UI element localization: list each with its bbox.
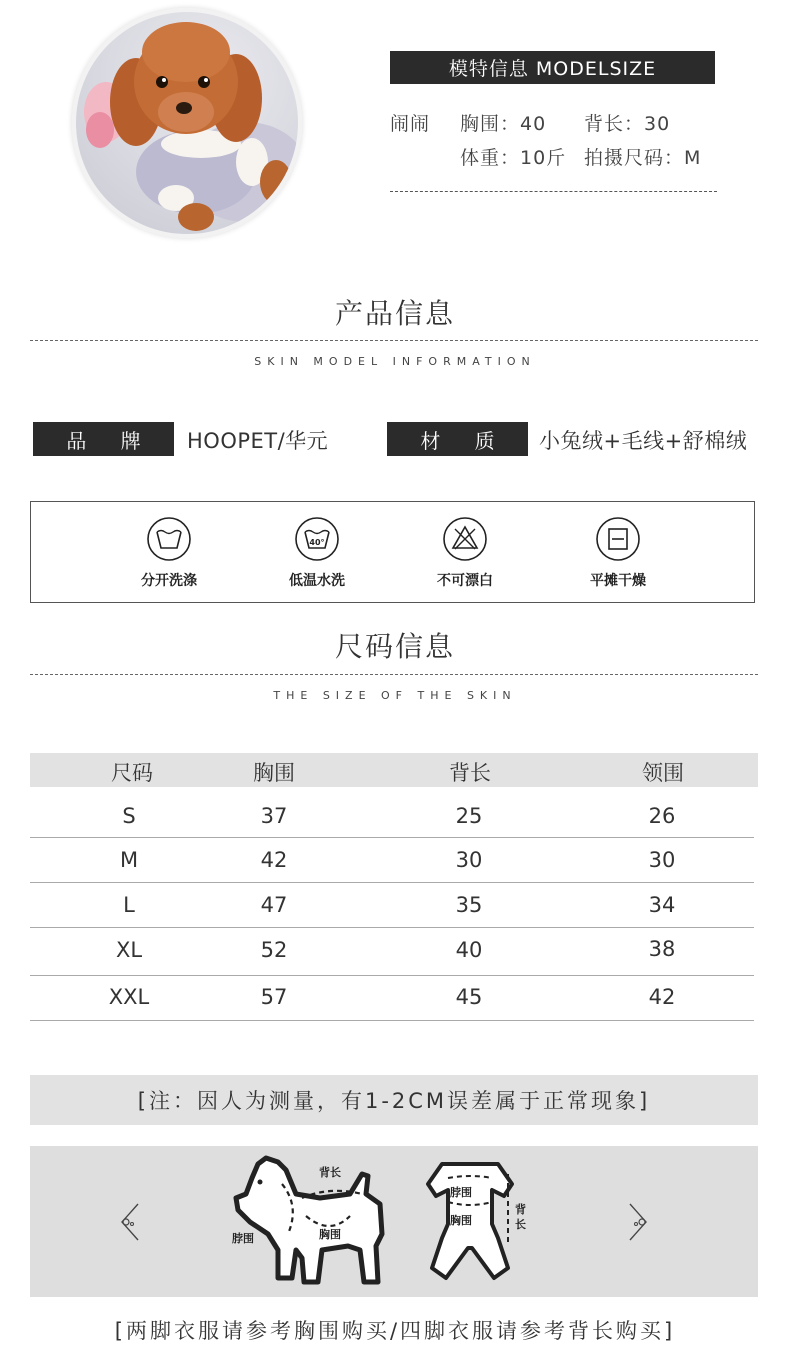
poodle-illustration [76, 12, 298, 234]
cloth-chest-label: 胸围 [450, 1214, 472, 1227]
no-bleach-icon [442, 516, 488, 562]
dog-back-label: 背长 [319, 1166, 341, 1179]
cloth-back-label: 背长 [515, 1203, 526, 1231]
header-back-length: 背长 [449, 761, 491, 785]
header-size: 尺码 [111, 761, 153, 785]
brand-value: HOOPET/华元 [187, 429, 329, 453]
wash-basin-icon [146, 516, 192, 562]
care-item-wash-separately [109, 516, 229, 590]
table-cell: S [122, 804, 136, 828]
model-name: 闹闹 [390, 113, 431, 135]
dog-outline-icon [230, 1154, 390, 1290]
table-cell: 38 [648, 937, 676, 961]
brand-label: 品 牌 [33, 422, 174, 456]
care-label-no-bleach: 不可漂白 [437, 573, 493, 589]
dry-flat-icon [595, 516, 641, 562]
model-back-length: 背长：30 [584, 113, 671, 135]
wash-40-icon [294, 516, 340, 562]
table-cell: 40 [455, 938, 483, 962]
scissors-right-icon [624, 1202, 654, 1242]
size-info-subtitle: THE SIZE OF THE SKIN [273, 689, 517, 702]
care-label-low-temp-wash: 低温水洗 [289, 573, 345, 589]
table-cell: 26 [648, 804, 676, 828]
material-label: 材 质 [387, 422, 528, 456]
product-info-divider [30, 340, 758, 341]
care-item-no-bleach [405, 516, 525, 590]
table-cell: 45 [455, 985, 483, 1009]
table-cell: XL [115, 938, 143, 962]
care-label-dry-flat: 平摊干燥 [590, 573, 646, 589]
dog-chest-label: 胸围 [319, 1228, 341, 1241]
size-info-divider [30, 674, 758, 675]
model-weight: 体重：10斤 [460, 147, 567, 169]
table-cell: 30 [455, 848, 483, 872]
table-cell: 52 [260, 938, 288, 962]
material-value: 小兔绒+毛线+舒棉绒 [539, 429, 748, 453]
table-cell: 47 [260, 893, 288, 917]
scissors-left-icon [114, 1202, 144, 1242]
product-info-subtitle: SKIN MODEL INFORMATION [254, 355, 536, 368]
table-row-divider [30, 882, 754, 883]
table-cell: 37 [260, 804, 288, 828]
care-instructions-box [30, 501, 755, 603]
table-cell: 34 [648, 893, 676, 917]
table-cell: XXL [108, 985, 150, 1009]
header-neck: 领围 [642, 761, 684, 785]
table-row-divider [30, 927, 754, 928]
table-cell: M [119, 848, 139, 872]
care-label-wash-separately: 分开洗涤 [141, 573, 197, 589]
model-chest: 胸围：40 [460, 113, 547, 135]
table-cell: L [123, 893, 135, 917]
model-divider [390, 191, 717, 192]
table-cell: 25 [455, 804, 483, 828]
table-cell: 30 [648, 848, 676, 872]
model-dog-photo [72, 8, 302, 238]
dog-neck-label: 脖围 [232, 1232, 254, 1245]
product-info-title: 产品信息 [334, 297, 455, 330]
header-chest: 胸围 [253, 761, 295, 785]
table-cell: 42 [260, 848, 288, 872]
table-cell: 57 [260, 985, 288, 1009]
table-cell: 42 [648, 985, 676, 1009]
table-row-divider [30, 975, 754, 976]
purchase-tip: [两脚衣服请参考胸围购买/四脚衣服请参考背长购买] [114, 1319, 676, 1343]
size-info-title: 尺码信息 [334, 630, 455, 663]
care-item-dry-flat [558, 516, 678, 590]
wash-temp-text: 40° [309, 538, 325, 547]
care-item-low-temp-wash [257, 516, 377, 590]
table-cell: 35 [455, 893, 483, 917]
table-row-divider [30, 837, 754, 838]
model-shoot-size: 拍摄尺码：M [584, 147, 702, 169]
measurement-note: [注：因人为测量，有1-2CM误差属于正常现象] [30, 1075, 758, 1125]
table-row-divider [30, 1020, 754, 1021]
model-info-header: 模特信息 MODELSIZE [390, 51, 715, 84]
measurement-diagram [30, 1146, 758, 1297]
cloth-neck-label: 脖围 [450, 1186, 472, 1199]
